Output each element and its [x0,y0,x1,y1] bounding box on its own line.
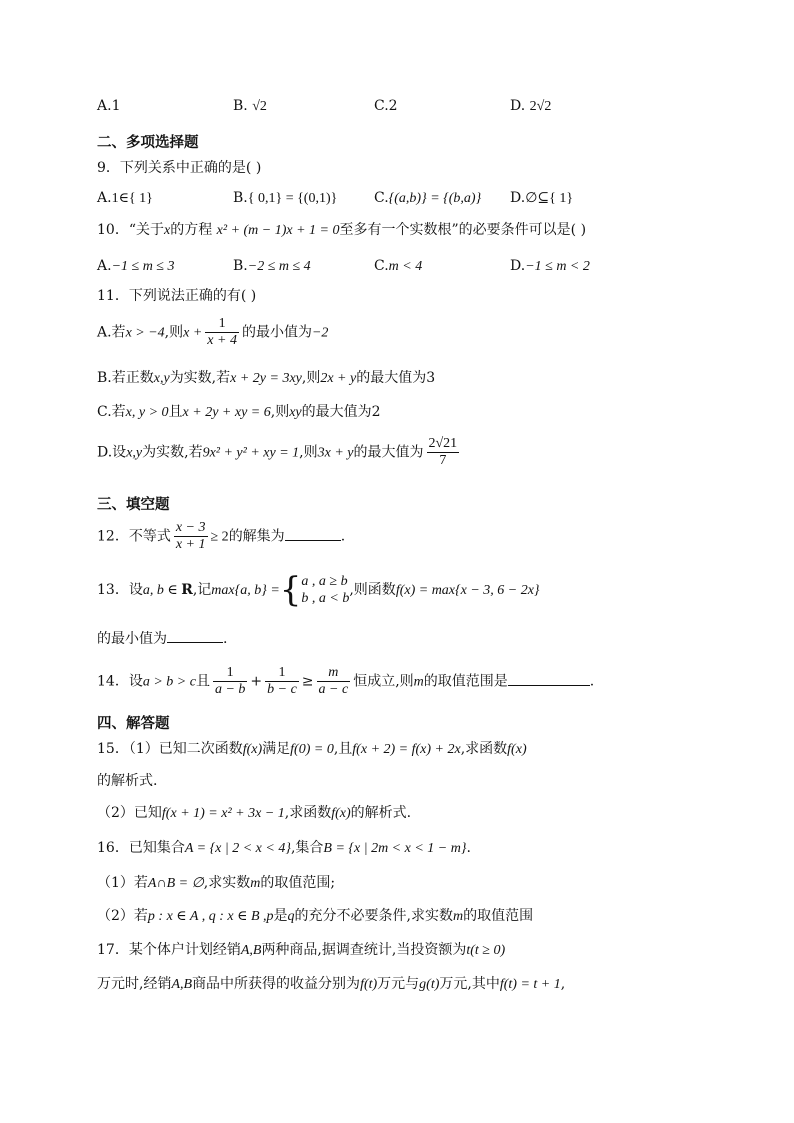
section-title-fill-in: 三、填空题 [97,497,170,513]
section-title-multiple-choice: 二、多项选择题 [97,135,199,151]
q15-part2: （2）已知f(x + 1) = x² + 3x − 1,求函数f(x)的解析式. [97,805,412,821]
q9-option-a: A.1∈{ 1} [97,190,153,206]
q10-option-b: B.−2 ≤ m ≤ 4 [233,258,311,274]
q10-option-d: D.−1 ≤ m < 2 [510,258,590,274]
q13-cases: a , a ≥ b b , a < b [301,574,350,606]
q8-option-a: A.1 [97,98,121,114]
q13-answer-blank[interactable] [167,628,223,643]
q10-stem: 10．“关于x的方程 x² + (m − 1)x + 1 = 0至多有一个实数根”的必要条件可以是( ) [97,222,587,238]
q14-fraction-1: $\frac{1}{a - b}$ [214,665,246,697]
q9-stem: 9．下列关系中正确的是( ) [97,160,262,176]
q12-fraction: $\frac{x - 3}{x + 1}$ [175,520,206,552]
q9-option-b: B.{ 0,1} = {(0,1)} [233,190,338,206]
q8-option-d: D. 2√2 [510,98,552,114]
q11-option-d: D.设x,y为实数,若9x² + y² + xy = 1,则3x + y的最大值为 $\frac{2√21}{7}$ [97,436,458,468]
q9-option-d: D.∅⊆{ 1} [510,190,574,206]
q11-option-c: C.若x, y > 0且x + 2y + xy = 6,则xy的最大值为2 [97,404,381,420]
q14-fraction-2: $\frac{1}{b - c}$ [267,665,297,697]
q13-line2: 的最小值为 . [97,628,227,649]
q10-option-c: C.m < 4 [374,258,423,274]
q16-stem: 16．已知集合A = {x | 2 < x < 4},集合B = {x | 2m < x < 1 − m}. [97,840,471,856]
q17-line1: 17．某个体户计划经销A,B两种商品,据调查统计,当投资额为t(t ≥ 0) [97,942,506,958]
q10-option-a: A.−1 ≤ m ≤ 3 [97,258,175,274]
q14-fraction-3: $\frac{m}{a - c}$ [318,665,349,697]
q16-part1: （1）若A∩B = ∅,求实数m的取值范围; [97,875,336,891]
q13: 13．设a, b ∈ R,记max{a, b} ={ a , a ≥ b b , a < b ,则函数f(x) = max{x − 3, 6 − 2x} [97,570,540,610]
q11-a-fraction: $\frac{1}{x + 4}$ [207,316,237,348]
q10-equation: x² + (m − 1)x + 1 = 0 [216,223,340,238]
q12: 12．不等式 $\frac{x - 3}{x + 1}$ ≥ 2的解集为 . [97,520,346,552]
q14: 14．设a > b > c且 $\frac{1}{a - b}$ + $\frac{1}{b - c}$ ≥ $\frac{m}{a - c}$ 恒成立,则m的取值范围是 . [97,665,595,697]
q11-d-fraction: $\frac{2√21}{7}$ [428,436,458,468]
q17-line2: 万元时,经销A,B商品中所获得的收益分别为f(t)万元与g(t)万元,其中f(t) = t + 1, [97,976,566,992]
q8-option-c: C.2 [374,98,398,114]
q11-stem: 11．下列说法正确的有( ) [97,288,257,304]
section-title-solutions: 四、解答题 [97,716,170,732]
q14-answer-blank[interactable] [508,671,590,686]
q15-part1-line2: 的解析式. [97,773,158,789]
q8-option-b: B. √2 [233,98,267,114]
q11-option-b: B.若正数x,y为实数,若x + 2y = 3xy,则2x + y的最大值为3 [97,370,436,386]
q16-part2: （2）若p : x ∈ A , q : x ∈ B ,p是q的充分不必要条件,求实数m的取值范围 [97,908,534,924]
q12-answer-blank[interactable] [285,526,341,541]
q9-option-c: C.{(a,b)} = {(b,a)} [374,190,482,206]
q13-left-brace: { [279,570,302,610]
q15-part1: 15．（1）已知二次函数f(x)满足f(0) = 0,且f(x + 2) = f(x) + 2x,求函数f(x) [97,741,527,757]
q11-option-a: A.若x > −4,则x + $\frac{1}{x + 4}$ 的最小值为−2 [97,316,329,348]
